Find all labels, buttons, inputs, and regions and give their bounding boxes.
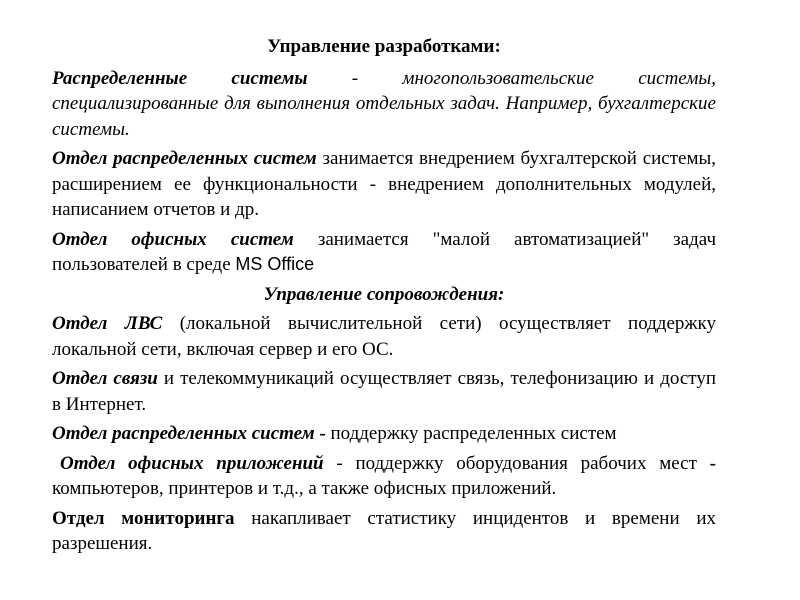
product-ms-office: MS Office: [235, 254, 315, 274]
text-office-apps-dept-1: - поддержку оборудования рабочих мест: [323, 452, 710, 474]
text-distributed-support: поддержку распределенных систем: [325, 423, 617, 444]
paragraph-communications-dept: [52, 366, 716, 417]
term-office-apps-dept: Отдел офисных приложений: [60, 452, 324, 474]
term-communications-dept: Отдел связи: [52, 368, 158, 389]
paragraph-distributed-systems: [52, 66, 716, 143]
term-office-systems-dept: Отдел офисных систем: [52, 228, 294, 250]
paragraph-distributed-systems-dept: [52, 146, 716, 223]
dash-distributed-support: -: [314, 423, 326, 444]
section-title-development: Управление разработками:: [267, 36, 501, 57]
paragraph-office-apps-dept: [52, 451, 716, 502]
text-office-systems-dept: занимается "малой автоматизацией" задач пользователей в среде: [52, 228, 716, 275]
dash-office-apps-dept: -: [709, 452, 716, 474]
text-distributed-systems-dept: занимается внедрением бухгалтерской системы, расширением ее функциональности - внедрением дополнительных модулей, написанием отчетов и др.: [52, 148, 717, 220]
text-office-apps-dept-2: компьютеров, принтеров и т.д., а также офисных приложений.: [52, 478, 557, 499]
text-lan-dept: (локальной вычислительной сети) осуществляет поддержку локальной сети, включая сервер и его ОС.: [52, 313, 716, 360]
term-distributed-systems-dept: Отдел распределенных систем: [52, 148, 317, 169]
term-monitoring-dept: Отдел мониторинга: [52, 507, 235, 529]
paragraph-office-systems-dept: [52, 227, 716, 278]
paragraph-lan-dept: [52, 311, 716, 362]
term-lan-dept: Отдел ЛВС: [52, 313, 163, 334]
text-monitoring-dept: накапливает статистику инцидентов и времени их разрешения.: [52, 507, 716, 554]
term-distributed-support: Отдел распределенных систем: [52, 423, 315, 444]
section-title-support: Управление сопровождения:: [263, 283, 505, 305]
slide-content: [52, 34, 716, 561]
paragraph-distributed-support: [52, 421, 716, 447]
text-communications-dept: и телекоммуникаций осуществляет связь, телефонизацию и доступ в Интернет.: [52, 368, 717, 415]
term-distributed-systems: Распределенные системы: [52, 67, 308, 89]
definition-distributed-systems: - многопользовательские системы, специализированные для выполнения отдельных задач. Например, бухгалтерские системы.: [52, 67, 716, 140]
paragraph-monitoring-dept: [52, 506, 716, 557]
